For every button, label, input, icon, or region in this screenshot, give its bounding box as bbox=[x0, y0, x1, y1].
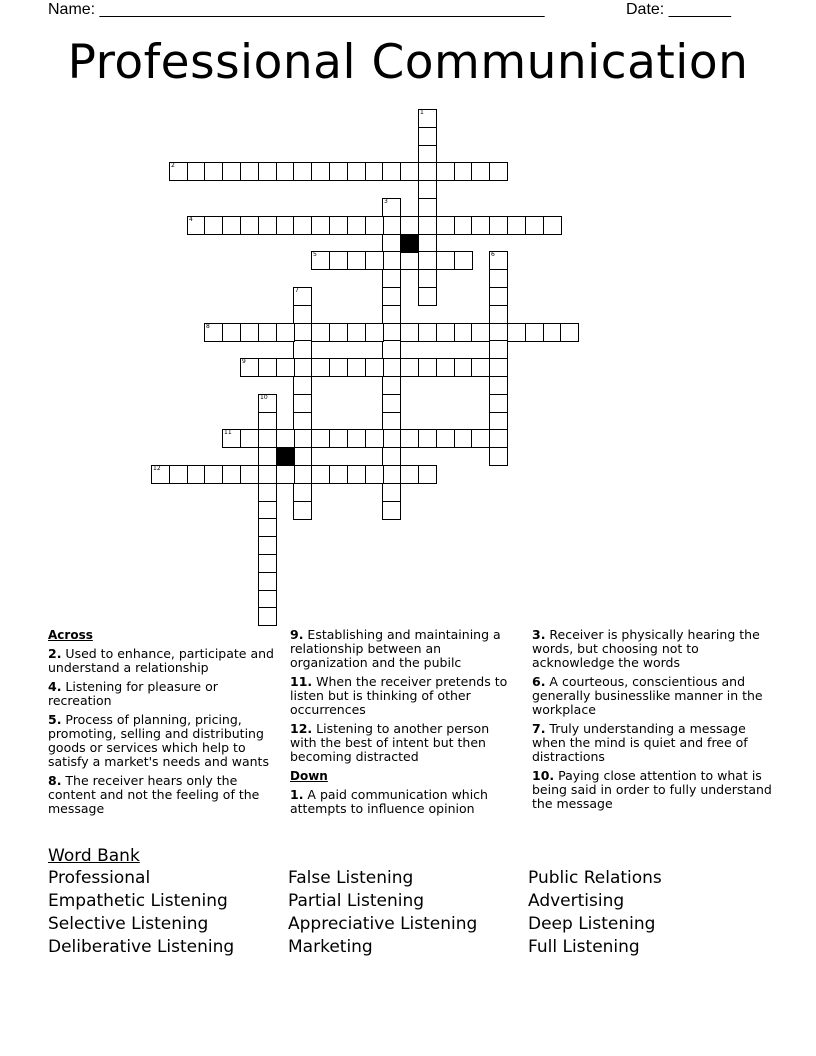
grid-cell[interactable] bbox=[293, 501, 312, 520]
grid-cell[interactable] bbox=[489, 358, 508, 377]
grid-cell[interactable] bbox=[258, 572, 277, 591]
grid-cell[interactable] bbox=[329, 323, 348, 342]
grid-cell[interactable] bbox=[471, 162, 490, 181]
grid-cell[interactable] bbox=[471, 429, 490, 448]
grid-cell[interactable] bbox=[222, 216, 241, 235]
grid-cell[interactable] bbox=[489, 340, 508, 359]
grid-cell[interactable] bbox=[258, 554, 277, 573]
word-bank-item: Partial Listening bbox=[288, 891, 425, 911]
clue-down-10: 10. Paying close attention to what is being said in order to fully understand the message bbox=[532, 768, 772, 811]
grid-cell[interactable] bbox=[276, 358, 295, 377]
grid-cell[interactable] bbox=[418, 323, 437, 342]
grid-cell[interactable] bbox=[543, 216, 562, 235]
grid-cell[interactable] bbox=[365, 251, 384, 270]
grid-cell[interactable] bbox=[382, 447, 401, 466]
grid-cell[interactable] bbox=[382, 269, 401, 288]
grid-cell[interactable] bbox=[382, 394, 401, 413]
grid-cell[interactable] bbox=[507, 216, 526, 235]
grid-cell[interactable] bbox=[329, 251, 348, 270]
grid-cell[interactable] bbox=[276, 465, 295, 484]
grid-cell[interactable] bbox=[240, 465, 259, 484]
grid-cell[interactable] bbox=[222, 465, 241, 484]
grid-cell[interactable] bbox=[418, 162, 437, 181]
grid-cell[interactable] bbox=[489, 269, 508, 288]
grid-cell[interactable] bbox=[258, 216, 277, 235]
grid-cell[interactable] bbox=[454, 251, 473, 270]
grid-cell[interactable] bbox=[489, 447, 508, 466]
grid-cell[interactable] bbox=[418, 269, 437, 288]
grid-cell[interactable] bbox=[258, 607, 277, 626]
clue-column-2 bbox=[290, 628, 515, 821]
grid-cell[interactable] bbox=[258, 465, 277, 484]
grid-cell[interactable] bbox=[258, 429, 277, 448]
grid-cell[interactable] bbox=[169, 162, 188, 181]
grid-cell[interactable] bbox=[365, 323, 384, 342]
grid-cell[interactable] bbox=[418, 287, 437, 306]
grid-cell[interactable] bbox=[382, 251, 401, 270]
grid-cell[interactable] bbox=[311, 465, 330, 484]
grid-cell[interactable] bbox=[293, 162, 312, 181]
grid-cell[interactable] bbox=[240, 323, 259, 342]
grid-cell[interactable] bbox=[222, 323, 241, 342]
grid-cell[interactable] bbox=[311, 216, 330, 235]
word-bank-item: Advertising bbox=[528, 891, 625, 911]
word-bank-item: Appreciative Listening bbox=[288, 914, 478, 934]
grid-cell[interactable] bbox=[240, 358, 259, 377]
word-bank-item: Empathetic Listening bbox=[48, 891, 228, 911]
grid-cell[interactable] bbox=[382, 501, 401, 520]
grid-cell[interactable] bbox=[418, 358, 437, 377]
grid-cell[interactable] bbox=[329, 465, 348, 484]
grid-cell[interactable] bbox=[293, 376, 312, 395]
grid-cell[interactable] bbox=[204, 465, 223, 484]
clue-number: 12 bbox=[153, 465, 161, 472]
clue-across-5: 5. Process of planning, pricing, promoting, selling and distributing goods or services which help to satisfy a market's needs and wants bbox=[48, 712, 269, 769]
grid-cell[interactable] bbox=[365, 465, 384, 484]
grid-cell[interactable] bbox=[436, 358, 455, 377]
grid-cell[interactable] bbox=[311, 358, 330, 377]
grid-cell[interactable] bbox=[418, 429, 437, 448]
clue-number: 1 bbox=[420, 109, 424, 116]
black-square bbox=[276, 447, 295, 466]
grid-cell[interactable] bbox=[293, 429, 312, 448]
clue-across-12: 12. Listening to another person with the best of intent but then becoming distracted bbox=[290, 721, 490, 764]
grid-cell[interactable] bbox=[418, 465, 437, 484]
grid-cell[interactable] bbox=[382, 483, 401, 502]
grid-cell[interactable] bbox=[311, 429, 330, 448]
grid-cell[interactable] bbox=[293, 216, 312, 235]
grid-cell[interactable] bbox=[471, 323, 490, 342]
grid-cell[interactable] bbox=[169, 465, 188, 484]
name-line: Name: __________________________________________________ bbox=[48, 1, 545, 18]
grid-cell[interactable] bbox=[258, 447, 277, 466]
grid-cell[interactable] bbox=[204, 162, 223, 181]
clue-number: 5 bbox=[313, 251, 317, 258]
grid-cell[interactable] bbox=[258, 394, 277, 413]
across-heading: Across bbox=[48, 628, 93, 642]
grid-cell[interactable] bbox=[400, 251, 419, 270]
date-line: Date: _______ bbox=[626, 1, 731, 18]
clue-across-8: 8. The receiver hears only the content and not the feeling of the message bbox=[48, 773, 260, 816]
grid-cell[interactable] bbox=[240, 216, 259, 235]
grid-cell[interactable] bbox=[525, 323, 544, 342]
grid-cell[interactable] bbox=[276, 429, 295, 448]
clue-down-6: 6. A courteous, conscientious and generally businesslike manner in the workplace bbox=[532, 674, 763, 717]
grid-cell[interactable] bbox=[258, 518, 277, 537]
grid-cell[interactable] bbox=[347, 323, 366, 342]
grid-cell[interactable] bbox=[382, 162, 401, 181]
word-bank-column-3 bbox=[528, 867, 662, 959]
clue-down-3: 3. Receiver is physically hearing the words, but choosing not to acknowledge the words bbox=[532, 627, 760, 670]
grid-cell[interactable] bbox=[382, 305, 401, 324]
clue-number: 9 bbox=[242, 358, 246, 365]
clue-number: 4 bbox=[189, 216, 193, 223]
grid-cell[interactable] bbox=[418, 251, 437, 270]
clue-number: 3 bbox=[384, 198, 388, 205]
grid-cell[interactable] bbox=[382, 429, 401, 448]
grid-cell[interactable] bbox=[365, 429, 384, 448]
grid-cell[interactable] bbox=[400, 323, 419, 342]
grid-cell[interactable] bbox=[436, 323, 455, 342]
grid-cell[interactable] bbox=[240, 429, 259, 448]
grid-cell[interactable] bbox=[436, 429, 455, 448]
clue-across-9: 9. Establishing and maintaining a relationship between an organization and the pubilc bbox=[290, 627, 501, 670]
grid-cell[interactable] bbox=[258, 358, 277, 377]
grid-cell[interactable] bbox=[258, 162, 277, 181]
grid-cell[interactable] bbox=[382, 376, 401, 395]
grid-cell[interactable] bbox=[418, 109, 437, 128]
word-bank-item: Public Relations bbox=[528, 868, 662, 888]
grid-cell[interactable] bbox=[471, 216, 490, 235]
grid-cell[interactable] bbox=[436, 216, 455, 235]
grid-cell[interactable] bbox=[436, 162, 455, 181]
grid-cell[interactable] bbox=[382, 198, 401, 217]
grid-cell[interactable] bbox=[382, 216, 401, 235]
grid-cell[interactable] bbox=[489, 394, 508, 413]
grid-cell[interactable] bbox=[293, 447, 312, 466]
grid-cell[interactable] bbox=[258, 323, 277, 342]
grid-cell[interactable] bbox=[418, 198, 437, 217]
grid-cell[interactable] bbox=[489, 251, 508, 270]
grid-cell[interactable] bbox=[525, 216, 544, 235]
grid-cell[interactable] bbox=[347, 251, 366, 270]
grid-cell[interactable] bbox=[293, 287, 312, 306]
grid-cell[interactable] bbox=[293, 483, 312, 502]
grid-cell[interactable] bbox=[293, 305, 312, 324]
word-bank-column-1 bbox=[48, 867, 234, 959]
grid-cell[interactable] bbox=[347, 358, 366, 377]
grid-cell[interactable] bbox=[311, 251, 330, 270]
grid-cell[interactable] bbox=[382, 287, 401, 306]
grid-cell[interactable] bbox=[240, 162, 259, 181]
grid-cell[interactable] bbox=[489, 305, 508, 324]
clue-number: 8 bbox=[206, 323, 210, 330]
grid-cell[interactable] bbox=[489, 429, 508, 448]
grid-cell[interactable] bbox=[293, 465, 312, 484]
grid-cell[interactable] bbox=[489, 162, 508, 181]
grid-cell[interactable] bbox=[400, 429, 419, 448]
grid-cell[interactable] bbox=[400, 216, 419, 235]
grid-cell[interactable] bbox=[258, 536, 277, 555]
clue-number: 11 bbox=[224, 429, 232, 436]
grid-cell[interactable] bbox=[347, 465, 366, 484]
word-bank-item: Full Listening bbox=[528, 937, 640, 957]
down-heading: Down bbox=[290, 769, 328, 783]
grid-cell[interactable] bbox=[471, 358, 490, 377]
grid-cell[interactable] bbox=[400, 162, 419, 181]
grid-cell[interactable] bbox=[311, 162, 330, 181]
clue-across-11: 11. When the receiver pretends to listen but is thinking of other occurrences bbox=[290, 674, 508, 717]
page-title: Professional Communication bbox=[67, 35, 749, 90]
grid-cell[interactable] bbox=[418, 180, 437, 199]
clue-across-2: 2. Used to enhance, participate and understand a relationship bbox=[48, 646, 274, 675]
grid-cell[interactable] bbox=[347, 216, 366, 235]
grid-cell[interactable] bbox=[382, 358, 401, 377]
clue-column-1 bbox=[48, 628, 283, 821]
word-bank-item: False Listening bbox=[288, 868, 414, 888]
clue-down-7: 7. Truly understanding a message when the mind is quiet and free of distractions bbox=[532, 721, 748, 764]
grid-cell[interactable] bbox=[560, 323, 579, 342]
clue-down-1: 1. A paid communication which attempts to influence opinion bbox=[290, 787, 488, 816]
grid-cell[interactable] bbox=[418, 216, 437, 235]
grid-cell[interactable] bbox=[293, 340, 312, 359]
word-bank-item: Deliberative Listening bbox=[48, 937, 235, 957]
grid-cell[interactable] bbox=[151, 465, 170, 484]
black-square bbox=[400, 234, 419, 253]
grid-cell[interactable] bbox=[329, 358, 348, 377]
clue-across-4: 4. Listening for pleasure or recreation bbox=[48, 679, 218, 708]
grid-cell[interactable] bbox=[507, 323, 526, 342]
grid-cell[interactable] bbox=[204, 323, 223, 342]
grid-cell[interactable] bbox=[258, 483, 277, 502]
word-bank-item: Marketing bbox=[288, 937, 373, 957]
clue-number: 7 bbox=[295, 287, 299, 294]
grid-cell[interactable] bbox=[222, 429, 241, 448]
grid-cell[interactable] bbox=[293, 358, 312, 377]
grid-cell[interactable] bbox=[222, 162, 241, 181]
grid-cell[interactable] bbox=[329, 162, 348, 181]
grid-cell[interactable] bbox=[489, 287, 508, 306]
word-bank-column-2 bbox=[288, 867, 477, 959]
word-bank-item: Deep Listening bbox=[528, 914, 656, 934]
word-bank-title: Word Bank bbox=[48, 846, 140, 866]
grid-cell[interactable] bbox=[329, 429, 348, 448]
grid-cell[interactable] bbox=[365, 358, 384, 377]
grid-cell[interactable] bbox=[365, 216, 384, 235]
grid-cell[interactable] bbox=[436, 251, 455, 270]
grid-cell[interactable] bbox=[400, 465, 419, 484]
clue-number: 6 bbox=[491, 251, 495, 258]
grid-cell[interactable] bbox=[347, 162, 366, 181]
word-bank-item: Selective Listening bbox=[48, 914, 209, 934]
grid-cell[interactable] bbox=[489, 376, 508, 395]
grid-cell[interactable] bbox=[276, 323, 295, 342]
grid-cell[interactable] bbox=[204, 216, 223, 235]
grid-cell[interactable] bbox=[347, 429, 366, 448]
grid-cell[interactable] bbox=[418, 127, 437, 146]
grid-cell[interactable] bbox=[382, 340, 401, 359]
clue-column-3 bbox=[532, 628, 777, 816]
clue-number: 10 bbox=[260, 394, 268, 401]
grid-cell[interactable] bbox=[329, 216, 348, 235]
grid-cell[interactable] bbox=[311, 323, 330, 342]
grid-cell[interactable] bbox=[489, 216, 508, 235]
grid-cell[interactable] bbox=[400, 358, 419, 377]
clue-number: 2 bbox=[171, 162, 175, 169]
word-bank-item: Professional bbox=[48, 868, 151, 888]
grid-cell[interactable] bbox=[293, 394, 312, 413]
grid-cell[interactable] bbox=[382, 465, 401, 484]
